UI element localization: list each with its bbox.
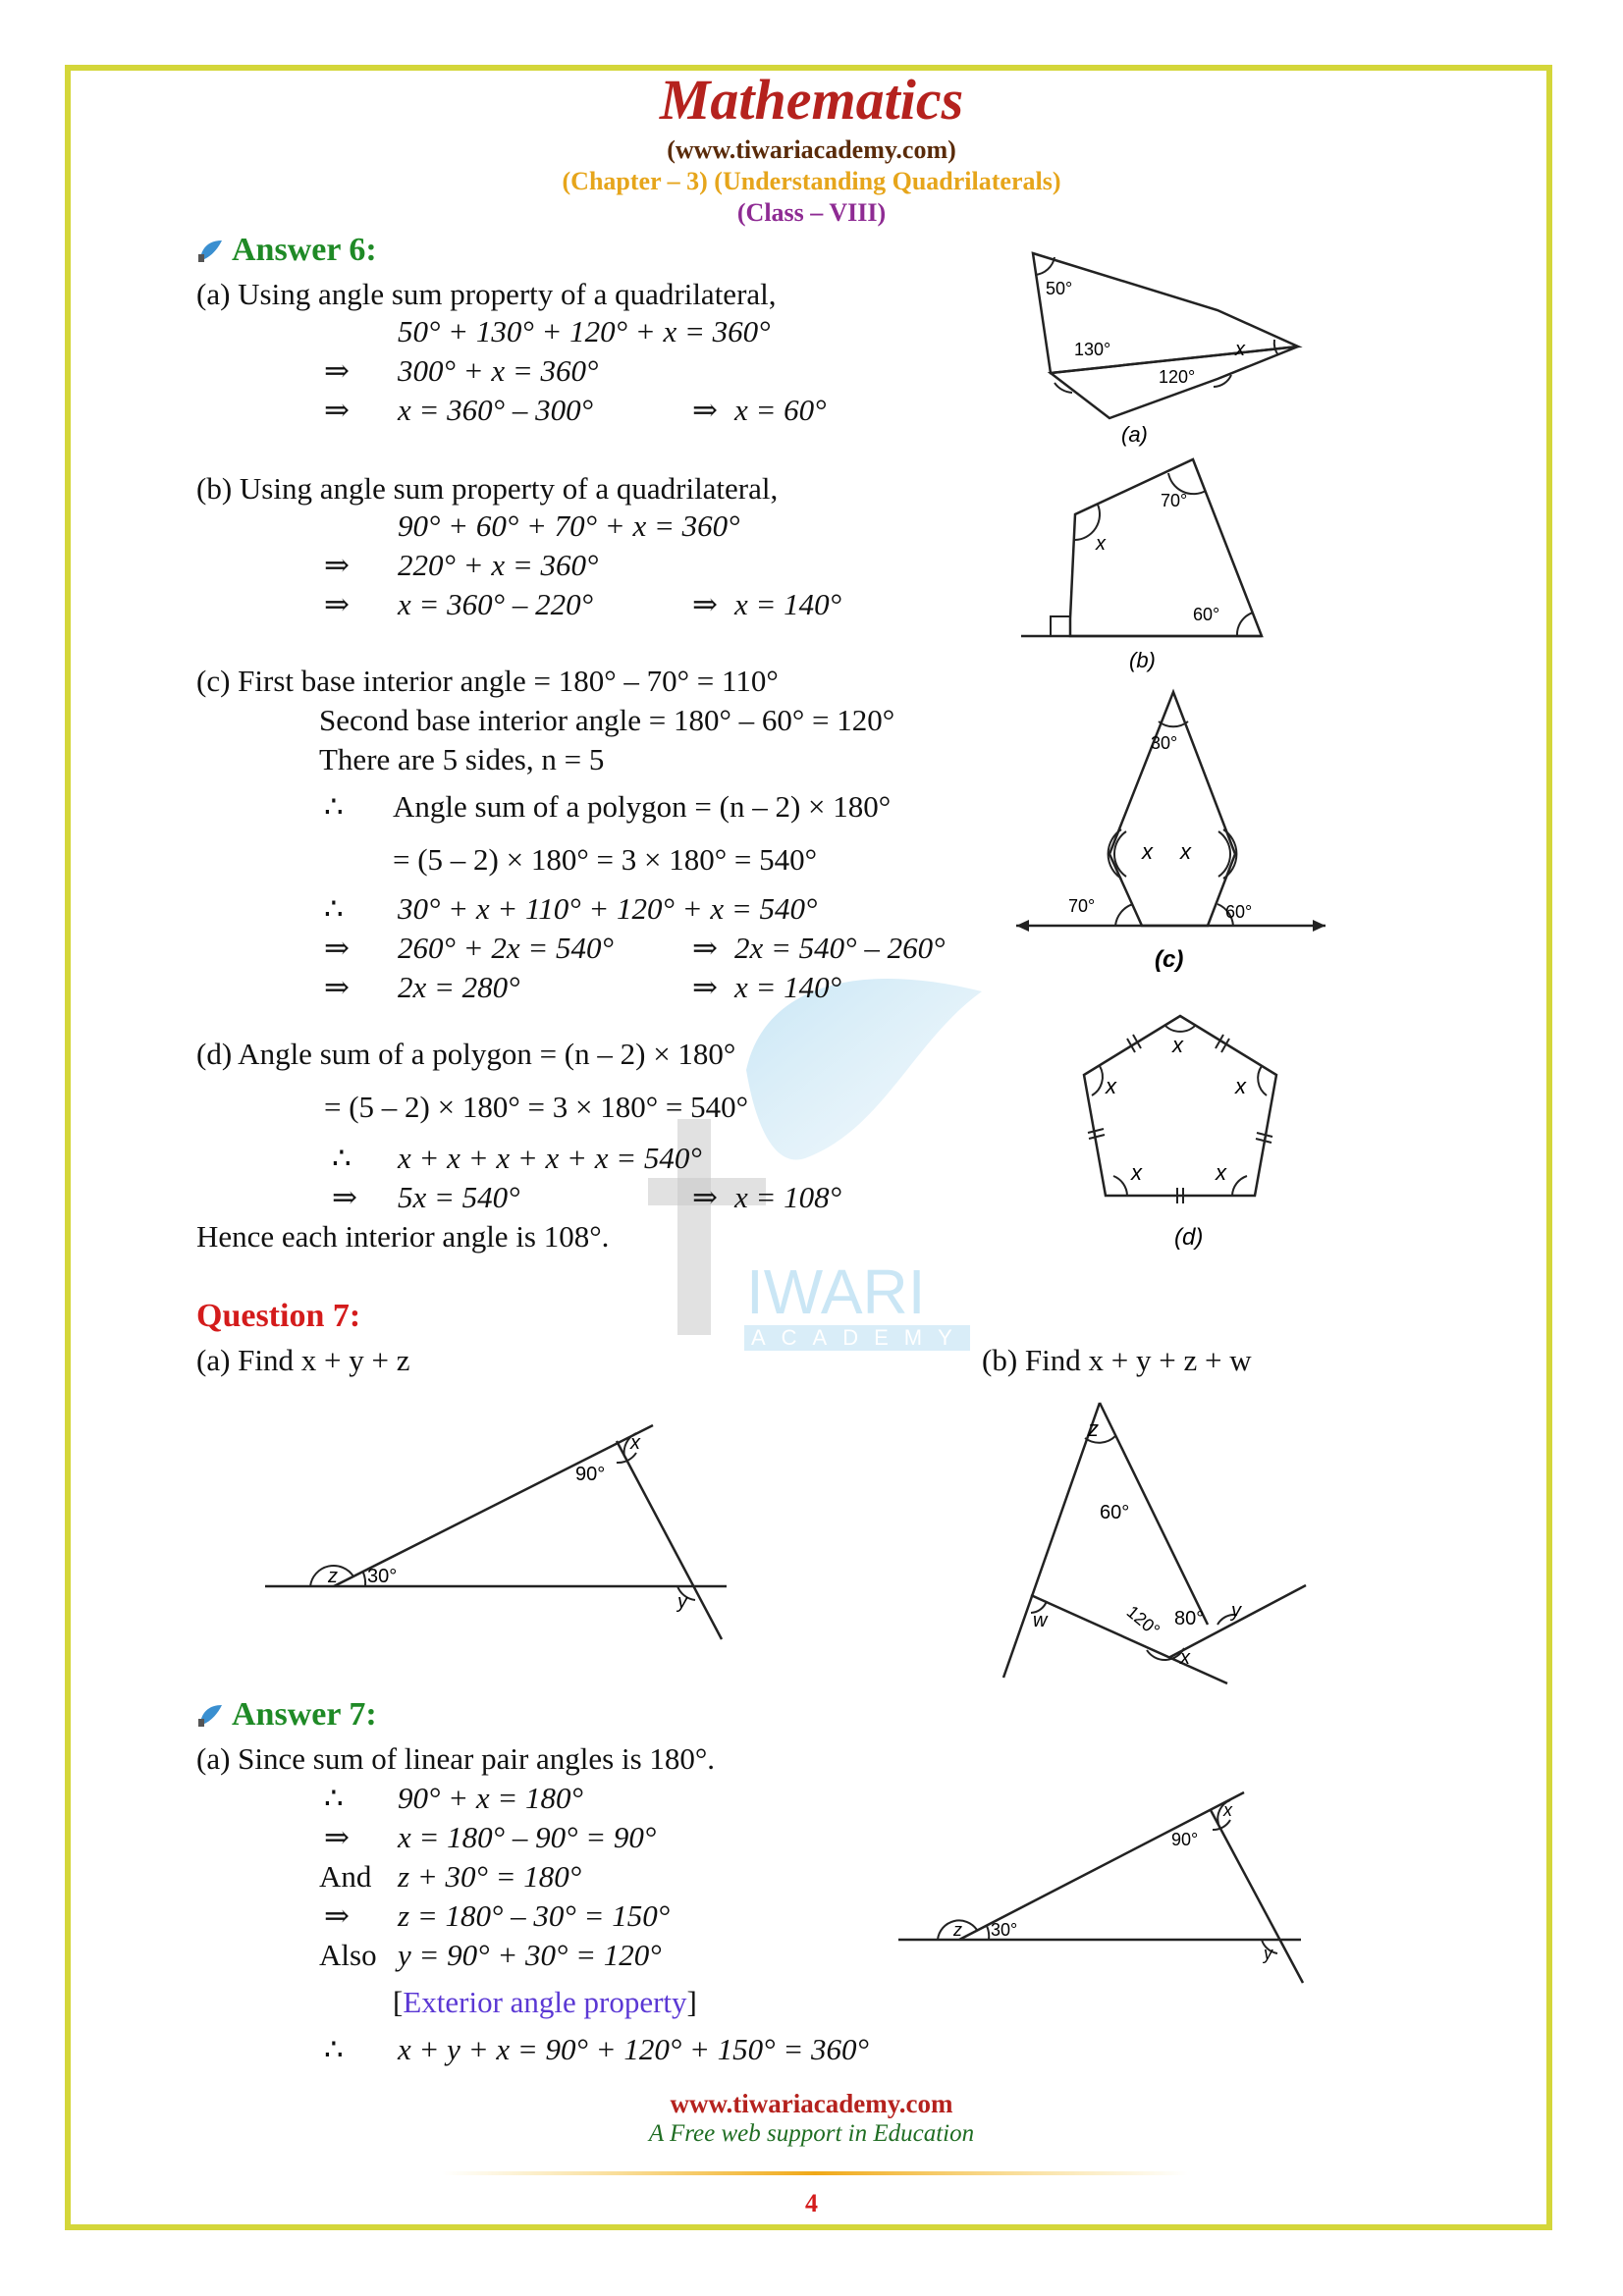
fig-q7b-angle-w: w <box>1033 1610 1048 1631</box>
ans6c-line5: = (5 – 2) × 180° = 3 × 180° = 540° <box>393 842 818 877</box>
fig-q7b-angle-120: 120° <box>1122 1601 1164 1640</box>
ans6b-line3: x = 360° – 220° <box>398 587 593 621</box>
ans6a-intro: (a) Using angle sum property of a quadrilateral, <box>196 277 777 311</box>
fig-c-angle-60: 60° <box>1225 902 1253 922</box>
fig-q7a-angle-90: 90° <box>575 1464 606 1485</box>
ans6d-line3: x + x + x + x + x = 540° <box>398 1141 702 1175</box>
implies-symbol: ⇒ <box>324 587 350 621</box>
question7-part-b: (b) Find x + y + z + w <box>982 1343 1252 1377</box>
ans6c-line8: 2x = 280° <box>398 970 520 1004</box>
therefore-symbol: ∴ <box>324 891 344 926</box>
figure-b <box>1021 452 1276 677</box>
implies-symbol: ⇒ <box>324 970 350 1004</box>
figure-q7a <box>265 1404 736 1649</box>
ans6c-line6: 30° + x + 110° + 120° + x = 540° <box>398 891 818 926</box>
figure-a <box>1021 245 1316 452</box>
implies-symbol: ⇒ <box>324 393 350 427</box>
fig-c-caption: (c) <box>1155 946 1184 973</box>
therefore-symbol: ∴ <box>324 1781 344 1815</box>
fig-b-angle-x: x <box>1096 533 1106 555</box>
implies-symbol: ⇒ <box>692 931 718 965</box>
implies-symbol: ⇒ <box>692 1180 718 1214</box>
ans7-also-label: Also <box>319 1938 377 1972</box>
fig-d-angle-x-bottom-right: x <box>1216 1160 1226 1185</box>
fig-q7b-angle-x: x <box>1180 1647 1190 1669</box>
ans6a-line1: 50° + 130° + 120° + x = 360° <box>398 314 771 348</box>
ans6a-line3b: x = 60° <box>734 393 827 427</box>
ans6c-line8b: x = 140° <box>734 970 842 1004</box>
fig-q7a-angle-y: y <box>677 1591 687 1613</box>
ans7-and-label: And <box>319 1859 372 1894</box>
fig-d-angle-x-bottom-left: x <box>1131 1160 1142 1185</box>
ans7-line2: x = 180° – 90° = 90° <box>398 1820 657 1854</box>
answer6-heading-text: Answer 6: <box>232 232 377 268</box>
answer6-heading <box>196 232 377 269</box>
page-title: Mathematics <box>659 68 964 132</box>
fig-a-angle-130: 130° <box>1074 340 1111 359</box>
figure-q7b <box>992 1399 1316 1703</box>
fig-a-caption: (a) <box>1121 422 1148 447</box>
watermark-leaf <box>746 979 982 1160</box>
footer-website[interactable]: www.tiwariacademy.com <box>670 2089 953 2118</box>
implies-symbol: ⇒ <box>332 1180 357 1214</box>
ans6d-line1: (d) Angle sum of a polygon = (n – 2) × 180° <box>196 1037 736 1071</box>
answer7-heading-text: Answer 7: <box>232 1696 377 1733</box>
ans7-intro: (a) Since sum of linear pair angles is 180°. <box>196 1741 716 1776</box>
implies-symbol: ⇒ <box>692 393 718 427</box>
ans7-line5: y = 90° + 30° = 120° <box>398 1938 662 1972</box>
ans6c-line3: There are 5 sides, n = 5 <box>319 742 605 776</box>
ans6c-line7b: 2x = 540° – 260° <box>734 931 946 965</box>
fig-a-angle-50: 50° <box>1046 279 1073 298</box>
fig-q7a-angle-x: x <box>630 1432 640 1454</box>
ans6c-line2: Second base interior angle = 180° – 60° = 120° <box>319 703 895 737</box>
ans6d-line5: Hence each interior angle is 108°. <box>196 1219 610 1254</box>
ans6c-line7: 260° + 2x = 540° <box>398 931 614 965</box>
figure-d <box>1070 1011 1306 1256</box>
therefore-symbol: ∴ <box>332 1141 352 1175</box>
footer-tagline: A Free web support in Education <box>648 2120 975 2147</box>
fig-q7a-angle-30: 30° <box>367 1566 398 1587</box>
watermark-subtext: ACADEMY <box>751 1325 968 1350</box>
header-chapter: (Chapter – 3) (Understanding Quadrilaterals) <box>562 167 1061 195</box>
page-number: 4 <box>805 2189 818 2217</box>
ans6a-line2: 300° + x = 360° <box>398 353 599 388</box>
implies-symbol: ⇒ <box>324 1898 350 1933</box>
tiwari-logo-icon <box>196 1701 224 1729</box>
ans6c-line1: (c) First base interior angle = 180° – 70° = 110° <box>196 664 779 698</box>
ans7-line1: 90° + x = 180° <box>398 1781 583 1815</box>
answer7-heading <box>196 1696 377 1734</box>
fig-b-angle-70: 70° <box>1161 491 1188 510</box>
fig-c-angle-30: 30° <box>1151 733 1178 753</box>
ans6b-intro: (b) Using angle sum property of a quadrilateral, <box>196 471 779 506</box>
fig-q7b-angle-y: y <box>1231 1600 1241 1622</box>
ans7-line7: x + y + x = 90° + 120° + 150° = 360° <box>398 2032 869 2066</box>
implies-symbol: ⇒ <box>692 970 718 1004</box>
implies-symbol: ⇒ <box>324 931 350 965</box>
fig-q7b-angle-80: 80° <box>1174 1608 1205 1629</box>
ans6d-line2: = (5 – 2) × 180° = 3 × 180° = 540° <box>324 1090 749 1124</box>
ans7-line4: z = 180° – 30° = 150° <box>398 1898 671 1933</box>
fig-c-angle-70: 70° <box>1068 896 1096 916</box>
implies-symbol: ⇒ <box>324 1820 350 1854</box>
fig-c-angle-x-left: x <box>1142 839 1153 864</box>
fig-q7b-angle-z: z <box>1088 1416 1099 1441</box>
fig-a-angle-120: 120° <box>1159 367 1196 387</box>
fig-q7a-angle-z: z <box>328 1566 338 1587</box>
fig-d-angle-x-top: x <box>1172 1033 1183 1057</box>
ans6d-line4b: x = 108° <box>734 1180 842 1214</box>
figure-ans7 <box>898 1777 1311 1993</box>
implies-symbol: ⇒ <box>324 548 350 582</box>
question7-heading: Question 7: <box>196 1298 361 1334</box>
ans7-line3: z + 30° = 180° <box>398 1859 582 1894</box>
watermark-text: IWARI <box>746 1256 926 1327</box>
fig-ans7-angle-90: 90° <box>1171 1830 1199 1849</box>
fig-b-caption: (b) <box>1129 648 1156 672</box>
fig-ans7-angle-z: z <box>953 1920 962 1940</box>
fig-c-angle-x-right: x <box>1180 839 1191 864</box>
header-website: (www.tiwariacademy.com) <box>667 135 956 164</box>
ans6b-line3b: x = 140° <box>734 587 842 621</box>
figure-c <box>1011 682 1335 987</box>
implies-symbol: ⇒ <box>692 587 718 621</box>
ans6d-line4: 5x = 540° <box>398 1180 520 1214</box>
ans6b-line1: 90° + 60° + 70° + x = 360° <box>398 508 740 543</box>
exterior-angle-property-label: Exterior angle property <box>403 1985 687 2019</box>
question7-part-a: (a) Find x + y + z <box>196 1343 410 1377</box>
fig-ans7-angle-x: x <box>1223 1800 1232 1820</box>
tiwari-logo-icon <box>196 237 224 264</box>
fig-ans7-angle-y: y <box>1264 1944 1272 1963</box>
fig-a-angle-x: x <box>1235 339 1245 360</box>
fig-b-angle-60: 60° <box>1193 605 1220 624</box>
ans6b-line2: 220° + x = 360° <box>398 548 599 582</box>
fig-d-caption: (d) <box>1174 1224 1204 1251</box>
ans6c-line4: Angle sum of a polygon = (n – 2) × 180° <box>393 789 892 824</box>
ans6a-line3: x = 360° – 300° <box>398 393 593 427</box>
fig-d-angle-x-left: x <box>1106 1074 1116 1098</box>
fig-d-angle-x-right: x <box>1235 1074 1246 1098</box>
implies-symbol: ⇒ <box>324 353 350 388</box>
ans7-line6: [Exterior angle property] <box>393 1985 697 2019</box>
therefore-symbol: ∴ <box>324 2032 344 2066</box>
fig-q7b-angle-60: 60° <box>1100 1502 1130 1523</box>
therefore-symbol: ∴ <box>324 789 344 824</box>
fig-ans7-angle-30: 30° <box>991 1920 1018 1940</box>
header-class: (Class – VIII) <box>736 198 887 227</box>
footer-divider <box>442 2169 1188 2177</box>
